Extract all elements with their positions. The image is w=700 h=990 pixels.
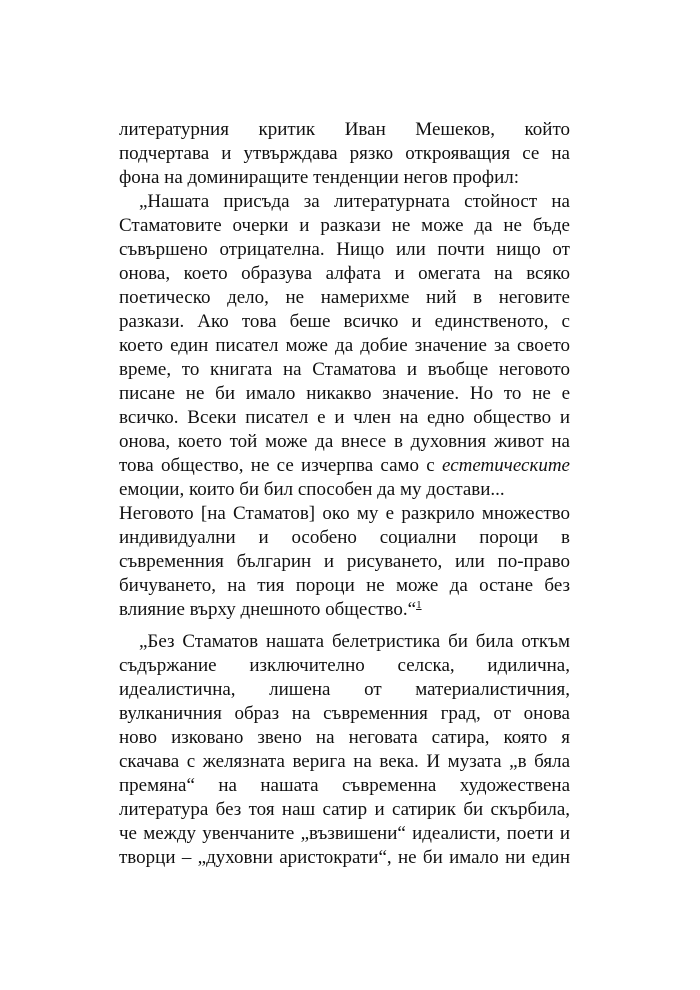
text-line: бичуването, на тия пороци не може да остане без [119, 575, 570, 596]
text-line: литературния критик Иван Мешеков, който [119, 119, 570, 140]
text-line: ново изковано звено на неговата сатира, която я [119, 727, 570, 748]
text-line: премяна“ на нашата съвременна художествена [119, 775, 570, 796]
text-line: онова, което той може да внесе в духовния живот на [119, 431, 570, 452]
paragraph-quote-continued [119, 630, 570, 870]
text-line: литература без тоя наш сатир и сатирик би скърбила, [119, 799, 570, 820]
paragraph-quote-meshekov [119, 190, 570, 622]
text-line: че между увенчаните „възвишени“ идеалисти, поети и [119, 823, 570, 844]
text-line: емоции, които би бил способен да му достави... [119, 479, 505, 500]
text-line: писане не би имало никакво значение. Но то не е [119, 383, 570, 404]
text-line: съвременния българин и рисуването, или по-право [119, 551, 570, 572]
footnote-reference-link[interactable]: 1 [416, 599, 422, 611]
text-line: индивидуални и особено социални пороци в [119, 527, 570, 548]
text-line: съдържание изключително селска, идилична, [119, 655, 570, 676]
text-line: Стаматовите очерки и разкази не може да не бъде [119, 215, 570, 236]
text-line-with-footnote [119, 598, 570, 622]
text-line: време, то книгата на Стаматова и въобще неговото [119, 359, 570, 380]
text-line: всичко. Всеки писател е и член на едно общество и [119, 407, 570, 428]
text-line: скачава с желязната верига на века. И музата „в бяла [119, 751, 570, 772]
italic-word: естетическите [442, 455, 570, 476]
text-line: което един писател може да добие значение за своето [119, 335, 570, 356]
text-line: онова, което образува алфата и омегата на всяко [119, 263, 570, 284]
text-line: поетическо дело, не намерихме ний в неговите [119, 287, 570, 308]
text-line: фона на доминиращите тенденции негов профил: [119, 167, 520, 188]
text-line: съвършено отрицателна. Нищо или почти нищо от [119, 239, 570, 260]
text-line: „Без Стаматов нашата белетристика би била откъм [139, 631, 570, 652]
text-line: творци – „духовни аристократи“, не би имало ни един [119, 847, 570, 868]
text-line: идеалистична, лишена от материалистичния, [119, 679, 570, 700]
text-line: разкази. Ако това беше всичко и единственото, с [119, 311, 570, 332]
text-line: Неговото [на Стаматов] око му е разкрило множество [119, 503, 570, 524]
text-line-with-italic [119, 454, 570, 478]
text-line: подчертава и утвърждава рязко открояващия се на [119, 143, 570, 164]
text-segment: това общество, не се изчерпва само с [119, 455, 435, 476]
document-page [119, 118, 570, 870]
text-line: „Нашата присъда за литературната стойност на [139, 191, 570, 212]
text-line: вулканичния образ на съвременния град, от онова [119, 703, 570, 724]
paragraph-intro [119, 118, 570, 190]
text-segment: влияние върху днешното общество.“ [119, 599, 417, 620]
